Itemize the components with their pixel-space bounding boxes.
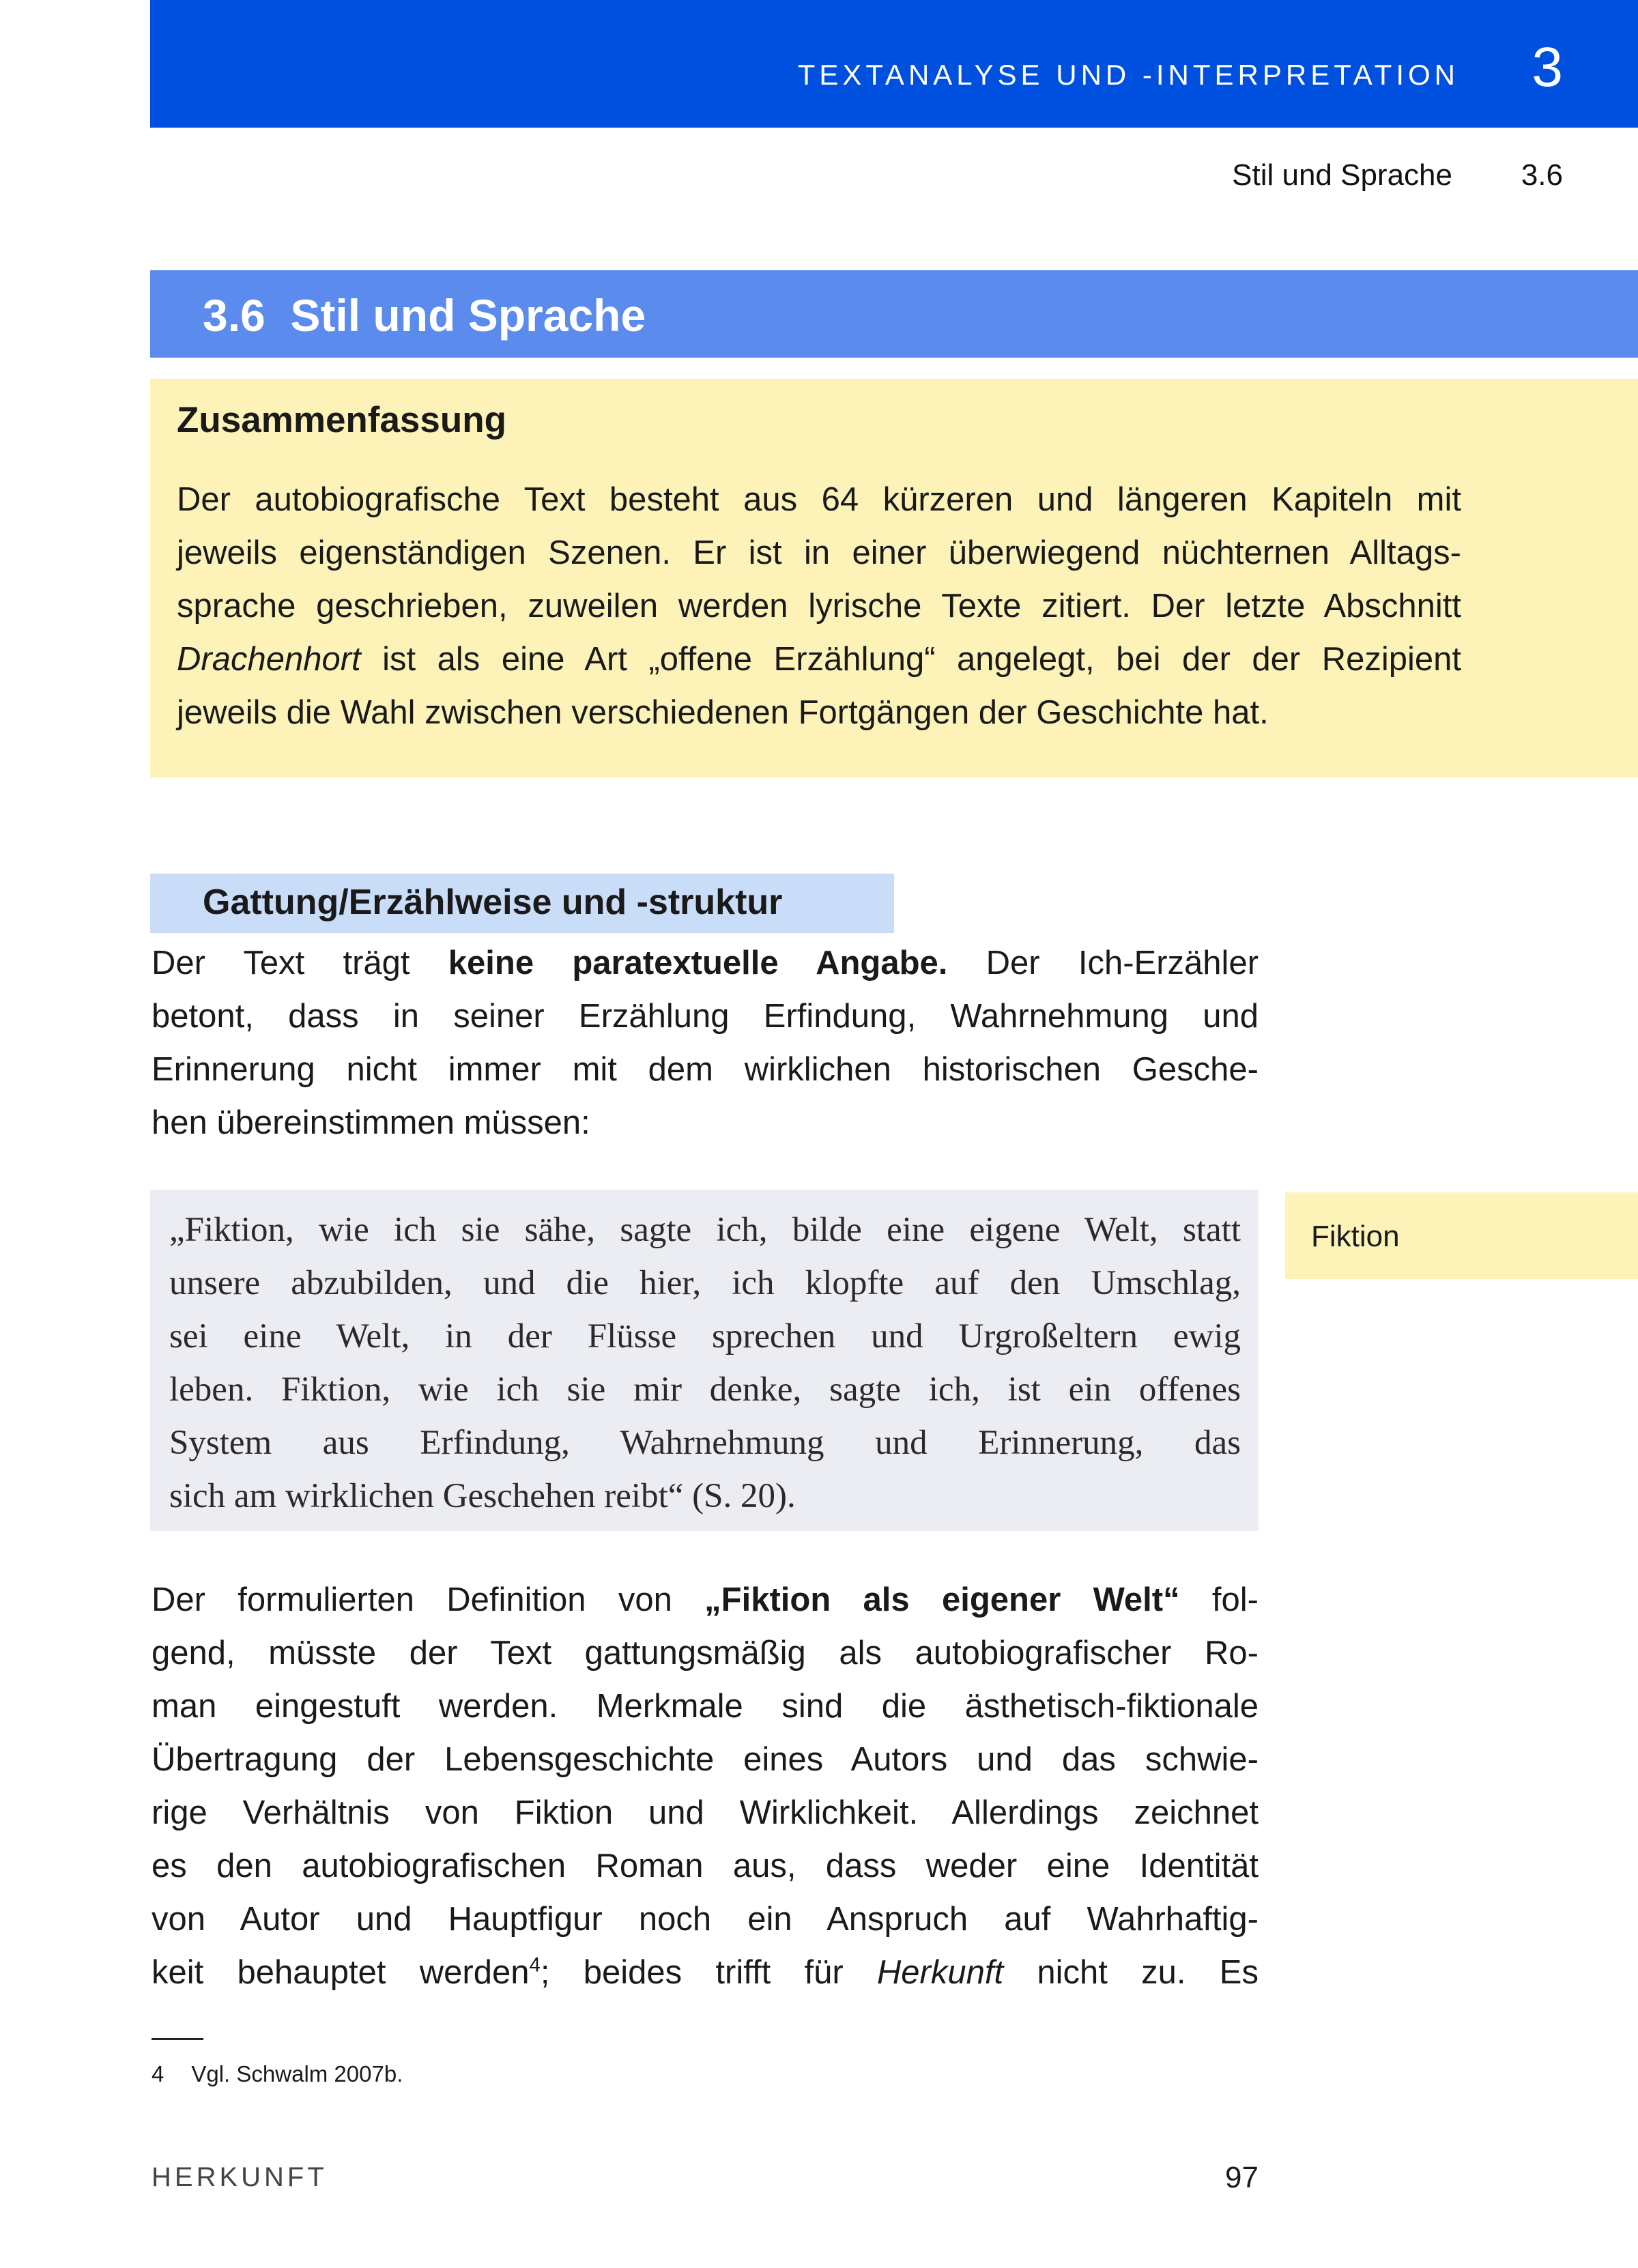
chapter-header-bar <box>150 0 1638 128</box>
text-segment: System aus Erfindung, Wahrnehmung und Erinnerung, das <box>169 1424 1241 1462</box>
margin-note-label: Fiktion <box>1311 1220 1400 1253</box>
text-line <box>177 526 1461 579</box>
text-segment: keit behauptet werden <box>152 1954 530 1991</box>
text-segment: Der formulierten Definition von <box>152 1581 705 1618</box>
running-title: Stil und Sprache <box>1232 158 1452 192</box>
text-segment: gend, müsste der Text gattungsmäßig als autobiografischer Ro- <box>152 1635 1259 1671</box>
text-segment: fol- <box>1179 1581 1259 1618</box>
text-segment: Der autobiografische Text besteht aus 64 kürzeren und längeren Kapiteln mit <box>177 481 1461 518</box>
quote-box <box>150 1190 1259 1531</box>
text-line <box>169 1203 1241 1257</box>
chapter-title: TEXTANALYSE UND -INTERPRETATION <box>797 59 1459 91</box>
text-line <box>152 1893 1259 1946</box>
text-line <box>152 1733 1259 1786</box>
text-line <box>169 1416 1241 1469</box>
text-segment: sich am wirklichen Geschehen reibt“ (S. 20). <box>169 1477 796 1515</box>
text-line <box>152 936 1259 990</box>
text-segment: rige Verhältnis von Fiktion und Wirklichkeit. Allerdings zeichnet <box>152 1794 1259 1831</box>
text-line <box>152 1573 1259 1626</box>
text-line <box>169 1363 1241 1416</box>
text-segment: unsere abzubilden, und die hier, ich klopfte auf den Umschlag, <box>169 1264 1241 1302</box>
text-line <box>169 1310 1241 1363</box>
text-segment: sei eine Welt, in der Flüsse sprechen und Urgroßeltern ewig <box>169 1317 1241 1355</box>
text-segment: nicht zu. Es <box>1003 1954 1259 1991</box>
text-segment: sprache geschrieben, zuweilen werden lyrische Texte zitiert. Der letzte Abschnitt <box>177 588 1461 625</box>
text-segment: von Autor und Hauptfigur noch ein Anspruch auf Wahrhaftig- <box>152 1901 1259 1938</box>
text-segment: „Fiktion, wie ich sie sähe, sagte ich, bilde eine eigene Welt, statt <box>169 1211 1241 1249</box>
summary-box <box>150 379 1638 777</box>
text-line <box>169 1257 1241 1310</box>
summary-heading: Zusammenfassung <box>177 400 507 440</box>
text-line <box>152 1626 1259 1680</box>
text-segment: ; beides trifft für <box>540 1954 877 1991</box>
text-line <box>177 579 1461 633</box>
bold-text: „Fiktion als eigener Welt“ <box>704 1581 1180 1618</box>
paragraph-definition <box>152 1573 1259 1999</box>
footnote-reference: 4 <box>529 1953 541 1977</box>
italic-text: Drachenhort <box>177 641 361 678</box>
subsection-title: Gattung/Erzählweise und -struktur <box>203 882 783 922</box>
text-segment: jeweils eigenständigen Szenen. Er ist in einer überwiegend nüchternen Alltags- <box>177 534 1461 571</box>
text-segment: Der Ich-Erzähler <box>947 945 1259 981</box>
bold-text: keine paratextuelle Angabe. <box>448 945 948 981</box>
text-segment: leben. Fiktion, wie ich sie mir denke, sagte ich, ist ein offenes <box>169 1370 1241 1409</box>
text-line <box>177 633 1461 686</box>
summary-text <box>177 473 1461 739</box>
chapter-number: 3 <box>1532 36 1563 98</box>
text-segment: jeweils die Wahl zwischen verschiedenen Fortgängen der Geschichte hat. <box>177 694 1269 731</box>
text-segment: man eingestuft werden. Merkmale sind die ästhetisch-fiktionale <box>152 1688 1259 1725</box>
section-heading-bar <box>150 270 1638 358</box>
subsection-heading-box <box>150 874 894 933</box>
text-segment: betont, dass in seiner Erzählung Erfindung, Wahrnehmung und <box>152 998 1259 1035</box>
text-line <box>152 1680 1259 1733</box>
text-line <box>152 990 1259 1043</box>
footnote-divider <box>152 2038 203 2040</box>
text-segment: Der Text trägt <box>152 945 448 981</box>
footer-book-title: HERKUNFT <box>152 2162 328 2192</box>
running-section-number: 3.6 <box>1521 158 1563 192</box>
text-line <box>152 1839 1259 1893</box>
text-line <box>177 473 1461 526</box>
text-line <box>152 1043 1259 1096</box>
paragraph-intro <box>152 936 1259 1149</box>
text-segment: es den autobiografischen Roman aus, dass weder eine Identität <box>152 1848 1259 1884</box>
text-line <box>152 1786 1259 1839</box>
text-segment: ist als eine Art „offene Erzählung“ angelegt, bei der der Rezipient <box>360 641 1461 678</box>
margin-note-box <box>1285 1192 1638 1279</box>
section-title: 3.6 Stil und Sprache <box>203 290 646 341</box>
text-line <box>169 1469 1241 1523</box>
quote-text <box>169 1203 1241 1523</box>
page-number: 97 <box>1225 2161 1259 2194</box>
text-line <box>152 1096 1259 1149</box>
text-segment: Übertragung der Lebensgeschichte eines Autors und das schwie- <box>152 1741 1259 1778</box>
footnote-text: Vgl. Schwalm 2007b. <box>191 2061 403 2086</box>
text-segment: hen übereinstimmen müssen: <box>152 1104 590 1141</box>
italic-text: Herkunft <box>876 1954 1004 1991</box>
footnote <box>152 2061 403 2087</box>
text-line <box>152 1946 1259 1999</box>
footnote-number: 4 <box>152 2061 164 2086</box>
text-segment: Erinnerung nicht immer mit dem wirklichen historischen Gesche- <box>152 1051 1259 1088</box>
text-line <box>177 686 1461 739</box>
